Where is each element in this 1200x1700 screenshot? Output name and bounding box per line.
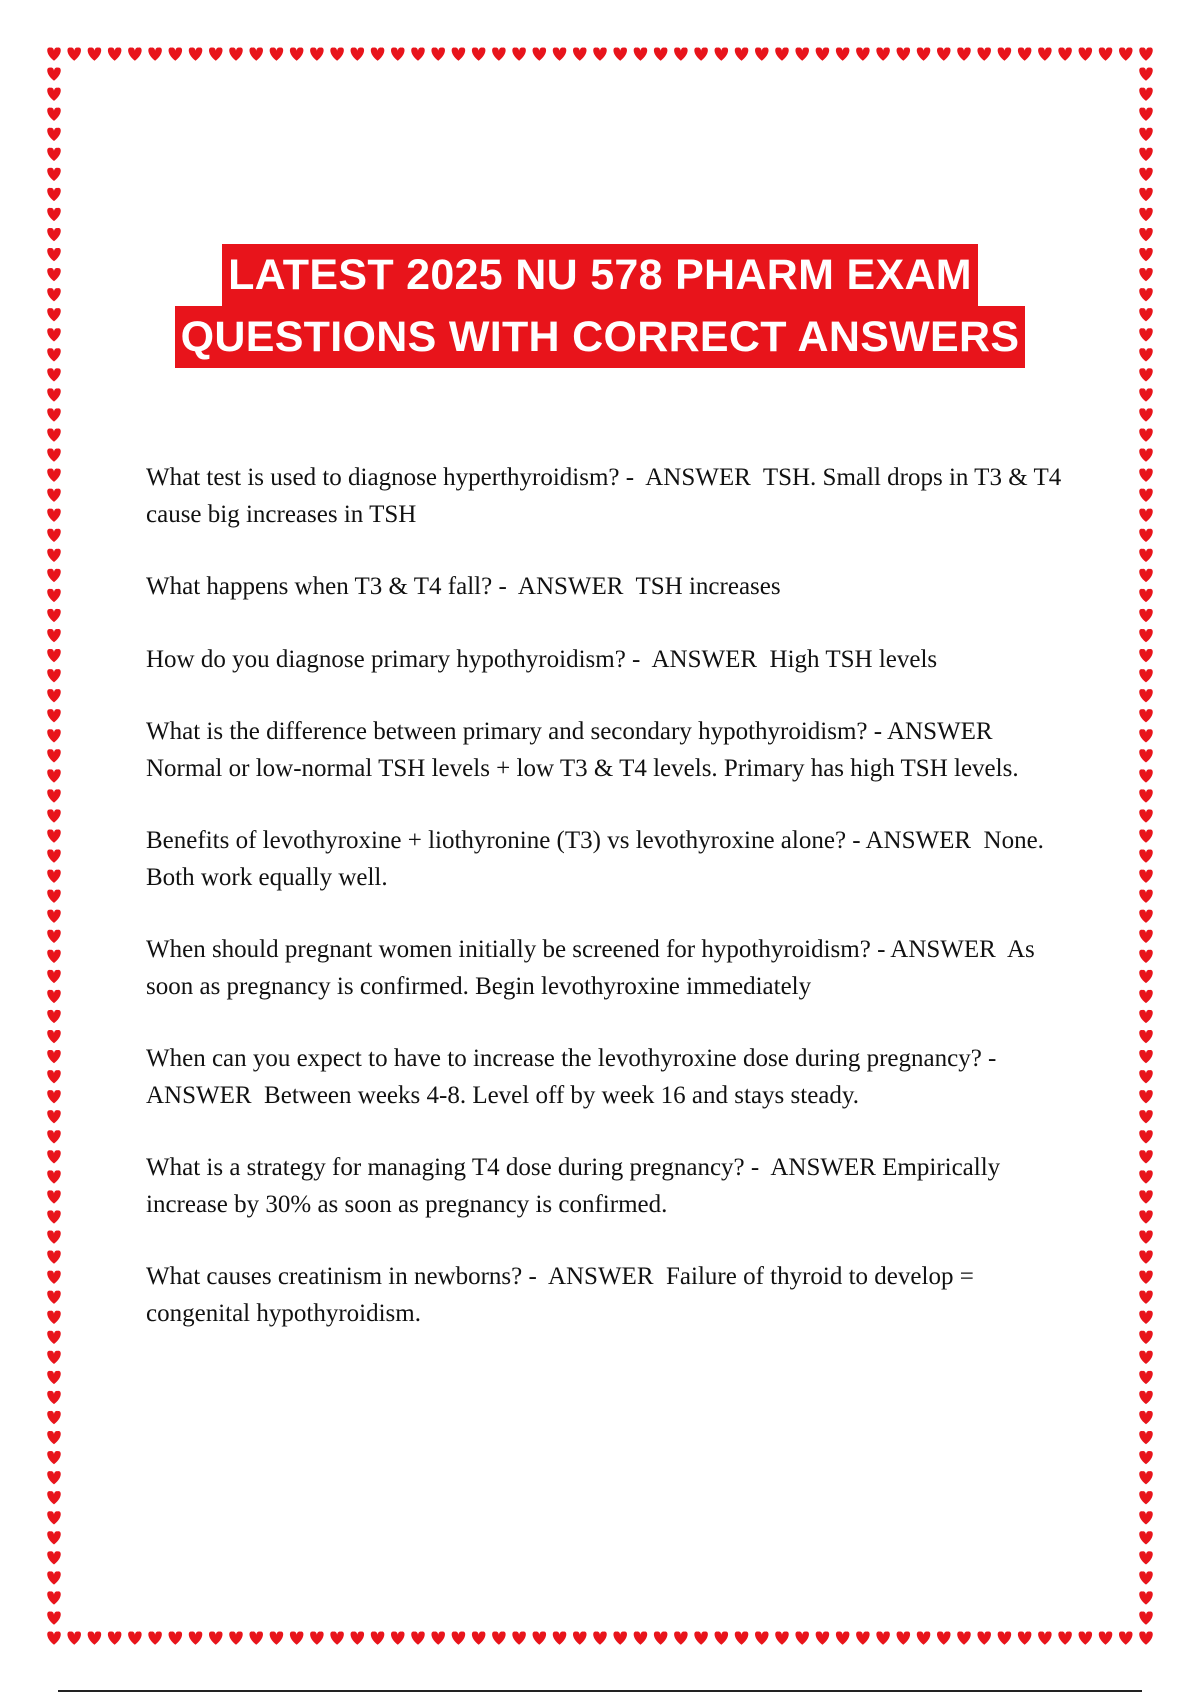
heart-icon [47, 509, 61, 522]
heart-icon [1139, 890, 1153, 903]
heart-icon [1139, 1411, 1153, 1424]
heart-icon [47, 1210, 61, 1223]
qa-item: What is a strategy for managing T4 dose during pregnancy? - ANSWER Empirically increase by 30% as soon as pregnancy is confirmed. [146, 1154, 1007, 1218]
heart-icon [47, 749, 61, 762]
heart-icon [1139, 649, 1153, 662]
heart-icon [1139, 88, 1153, 101]
heart-icon [1139, 1511, 1153, 1524]
heart-icon [816, 47, 830, 60]
heart-icon [1139, 128, 1153, 141]
heart-icon [1139, 589, 1153, 602]
heart-icon [47, 549, 61, 562]
heart-icon [1139, 809, 1153, 822]
heart-icon [1139, 1030, 1153, 1043]
heart-icon [1139, 850, 1153, 863]
heart-icon [47, 1391, 61, 1404]
heart-icon [654, 47, 668, 60]
heart-icon [836, 1631, 850, 1644]
heart-icon [47, 1190, 61, 1203]
heart-icon [47, 649, 61, 662]
title-line-2: QUESTIONS WITH CORRECT ANSWERS [175, 306, 1026, 368]
heart-icon [1139, 669, 1153, 682]
heart-icon [1139, 769, 1153, 782]
heart-icon [67, 47, 81, 60]
heart-icon [47, 168, 61, 181]
heart-icon [47, 970, 61, 983]
heart-icon [47, 1351, 61, 1364]
heart-icon [613, 47, 627, 60]
heart-icon [1139, 509, 1153, 522]
heart-icon [47, 1611, 61, 1624]
heart-icon [1139, 1130, 1153, 1143]
heart-icon [249, 1631, 263, 1644]
heart-icon [47, 669, 61, 682]
heart-icon [47, 1030, 61, 1043]
heart-icon [47, 529, 61, 542]
heart-icon [1139, 1311, 1153, 1324]
heart-icon [270, 1631, 284, 1644]
heart-icon [47, 950, 61, 963]
heart-icon [189, 1631, 203, 1644]
heart-icon [47, 148, 61, 161]
heart-icon [47, 930, 61, 943]
heart-icon [431, 47, 445, 60]
heart-icon [1139, 1531, 1153, 1544]
heart-icon [1139, 1331, 1153, 1344]
heart-icon [1139, 1110, 1153, 1123]
heart-icon [897, 1631, 911, 1644]
heart-icon [1139, 829, 1153, 842]
heart-icon [512, 47, 526, 60]
heart-icon [47, 850, 61, 863]
heart-icon [47, 1150, 61, 1163]
heart-icon [47, 1291, 61, 1304]
heart-icon [1139, 148, 1153, 161]
heart-icon [47, 1631, 61, 1644]
heart-icon [1139, 228, 1153, 241]
heart-icon [270, 47, 284, 60]
heart-icon [1139, 208, 1153, 221]
heart-icon [47, 1411, 61, 1424]
heart-icon [472, 1631, 486, 1644]
heart-icon [1139, 629, 1153, 642]
qa-item: When can you expect to have to increase the levothyroxine dose during pregnancy? - ANSWER Between weeks 4-8. Level off by week 16 and stays steady. [146, 1045, 1008, 1109]
heart-icon [1058, 47, 1072, 60]
heart-icon [391, 47, 405, 60]
heart-icon [897, 47, 911, 60]
heart-icon [47, 1010, 61, 1023]
heart-icon [1139, 749, 1153, 762]
heart-icon [715, 1631, 729, 1644]
heart-icon [47, 1311, 61, 1324]
heart-icon [1018, 47, 1032, 60]
heart-icon [47, 1491, 61, 1504]
heart-icon [492, 47, 506, 60]
heart-icon [47, 890, 61, 903]
footer-rule [58, 1690, 1142, 1692]
heart-icon [47, 1551, 61, 1564]
heart-icon [1079, 1631, 1093, 1644]
heart-icon [1139, 1271, 1153, 1284]
heart-icon [1139, 529, 1153, 542]
heart-icon [411, 1631, 425, 1644]
heart-icon [1139, 1551, 1153, 1564]
heart-icon [47, 729, 61, 742]
heart-icon [1139, 569, 1153, 582]
heart-icon [47, 1110, 61, 1123]
heart-icon [290, 1631, 304, 1644]
heart-icon [47, 870, 61, 883]
heart-icon [1139, 1351, 1153, 1364]
heart-icon [108, 47, 122, 60]
heart-icon [856, 1631, 870, 1644]
heart-icon [330, 47, 344, 60]
heart-icon [1099, 1631, 1113, 1644]
heart-icon [209, 47, 223, 60]
qa-item: What test is used to diagnose hyperthyroidism? - ANSWER TSH. Small drops in T3 & T4 cause big increases in TSH [146, 464, 1068, 528]
heart-icon [795, 47, 809, 60]
heart-icon [411, 47, 425, 60]
heart-icon [573, 1631, 587, 1644]
heart-icon [47, 368, 61, 381]
heart-icon [836, 47, 850, 60]
heart-icon [694, 1631, 708, 1644]
heart-icon [553, 47, 567, 60]
heart-icon [452, 47, 466, 60]
heart-icon [47, 1471, 61, 1484]
heart-icon [148, 47, 162, 60]
heart-icon [67, 1631, 81, 1644]
heart-icon [47, 489, 61, 502]
heart-icon [47, 428, 61, 441]
heart-icon [1139, 1491, 1153, 1504]
heart-icon [47, 1571, 61, 1584]
heart-icon [1139, 970, 1153, 983]
heart-icon [47, 188, 61, 201]
heart-icon [553, 1631, 567, 1644]
qa-item: How do you diagnose primary hypothyroidism? - ANSWER High TSH levels [146, 645, 938, 673]
heart-icon [816, 1631, 830, 1644]
heart-icon [47, 68, 61, 81]
heart-icon [1139, 469, 1153, 482]
heart-icon [47, 1331, 61, 1344]
heart-icon [209, 1631, 223, 1644]
heart-icon [1139, 1150, 1153, 1163]
document-title [0, 244, 1200, 368]
heart-icon [674, 47, 688, 60]
qa-item: What is the difference between primary and secondary hypothyroidism? - ANSWER Normal or low-normal TSH levels + low T3 & T4 levels. Primary has high TSH levels. [146, 718, 1019, 782]
heart-icon [1139, 1050, 1153, 1063]
heart-icon [108, 1631, 122, 1644]
heart-icon [917, 1631, 931, 1644]
heart-icon [371, 1631, 385, 1644]
heart-icon [47, 990, 61, 1003]
heart-icon [47, 449, 61, 462]
heart-icon [1018, 1631, 1032, 1644]
heart-icon [169, 1631, 183, 1644]
heart-icon [371, 47, 385, 60]
heart-icon [47, 709, 61, 722]
heart-icon [1139, 689, 1153, 702]
heart-icon [998, 47, 1012, 60]
heart-icon [755, 1631, 769, 1644]
heart-icon [775, 1631, 789, 1644]
heart-icon [977, 47, 991, 60]
heart-icon [755, 47, 769, 60]
heart-icon [1139, 1070, 1153, 1083]
heart-icon [1119, 47, 1133, 60]
heart-icon [735, 1631, 749, 1644]
heart-icon [1038, 47, 1052, 60]
heart-icon [593, 1631, 607, 1644]
heart-icon [88, 47, 102, 60]
heart-icon [593, 47, 607, 60]
heart-icon [613, 1631, 627, 1644]
heart-icon [47, 609, 61, 622]
heart-icon [1139, 368, 1153, 381]
heart-icon [47, 1371, 61, 1384]
heart-icon [1139, 1210, 1153, 1223]
qa-item: What causes creatinism in newborns? - ANSWER Failure of thyroid to develop = congenital hypothyroidism. [146, 1263, 981, 1327]
heart-icon [1139, 408, 1153, 421]
heart-icon [977, 1631, 991, 1644]
heart-icon [47, 88, 61, 101]
heart-icon [431, 1631, 445, 1644]
heart-icon [47, 1130, 61, 1143]
heart-icon [1139, 789, 1153, 802]
title-line-1: LATEST 2025 NU 578 PHARM EXAM [222, 244, 978, 306]
heart-icon [1139, 1431, 1153, 1444]
heart-icon [1139, 449, 1153, 462]
heart-icon [1139, 1251, 1153, 1264]
heart-icon [88, 1631, 102, 1644]
heart-icon [47, 388, 61, 401]
qa-item: Benefits of levothyroxine + liothyronine (T3) vs levothyroxine alone? - ANSWER None. Both work equally well. [146, 827, 1051, 891]
heart-icon [47, 228, 61, 241]
heart-icon [391, 1631, 405, 1644]
heart-icon [47, 469, 61, 482]
heart-icon [1139, 1611, 1153, 1624]
heart-icon [917, 47, 931, 60]
heart-icon [47, 910, 61, 923]
heart-icon [1139, 1170, 1153, 1183]
heart-icon [1139, 188, 1153, 201]
heart-icon [47, 829, 61, 842]
heart-icon [1139, 1291, 1153, 1304]
heart-icon [876, 47, 890, 60]
heart-icon [674, 1631, 688, 1644]
heart-icon [998, 1631, 1012, 1644]
heart-icon [1079, 47, 1093, 60]
heart-icon [1139, 1010, 1153, 1023]
heart-icon [1139, 1230, 1153, 1243]
heart-icon [249, 47, 263, 60]
heart-icon [310, 47, 324, 60]
heart-icon [1139, 990, 1153, 1003]
heart-icon [492, 1631, 506, 1644]
heart-icon [1139, 1391, 1153, 1404]
heart-icon [1139, 910, 1153, 923]
heart-icon [351, 1631, 365, 1644]
heart-icon [634, 1631, 648, 1644]
heart-icon [330, 1631, 344, 1644]
heart-icon [351, 47, 365, 60]
heart-icon [47, 1531, 61, 1544]
heart-icon [1139, 168, 1153, 181]
heart-icon [189, 47, 203, 60]
heart-icon [533, 47, 547, 60]
heart-icon [1139, 729, 1153, 742]
heart-icon [573, 47, 587, 60]
heart-icon [1119, 1631, 1133, 1644]
heart-icon [47, 689, 61, 702]
heart-icon [47, 629, 61, 642]
heart-icon [634, 47, 648, 60]
heart-icon [957, 1631, 971, 1644]
heart-icon [775, 47, 789, 60]
heart-icon [1139, 1471, 1153, 1484]
qa-item: What happens when T3 & T4 fall? - ANSWER TSH increases [146, 573, 781, 600]
heart-icon [229, 1631, 243, 1644]
heart-icon [47, 1070, 61, 1083]
heart-icon [47, 1451, 61, 1464]
heart-icon [694, 47, 708, 60]
heart-icon [795, 1631, 809, 1644]
heart-icon [47, 1271, 61, 1284]
heart-icon [715, 47, 729, 60]
heart-icon [47, 1591, 61, 1604]
heart-icon [1139, 549, 1153, 562]
heart-icon [47, 1090, 61, 1103]
heart-icon [1139, 1090, 1153, 1103]
heart-icon [1139, 489, 1153, 502]
heart-icon [47, 128, 61, 141]
heart-icon [1139, 609, 1153, 622]
heart-icon [1038, 1631, 1052, 1644]
heart-icon [1139, 930, 1153, 943]
heart-icon [229, 47, 243, 60]
heart-icon [47, 1251, 61, 1264]
heart-icon [47, 769, 61, 782]
heart-icon [128, 1631, 142, 1644]
heart-icon [654, 1631, 668, 1644]
heart-icon [47, 1050, 61, 1063]
heart-icon [1139, 1190, 1153, 1203]
heart-icon [1139, 709, 1153, 722]
heart-icon [169, 47, 183, 60]
qa-list [146, 460, 1066, 1368]
heart-icon [1058, 1631, 1072, 1644]
heart-icon [148, 1631, 162, 1644]
heart-icon [1139, 428, 1153, 441]
heart-icon [128, 47, 142, 60]
heart-icon [47, 1170, 61, 1183]
heart-icon [1139, 1571, 1153, 1584]
heart-icon [47, 809, 61, 822]
heart-icon [1139, 1631, 1153, 1644]
heart-icon [1139, 1451, 1153, 1464]
heart-icon [47, 1431, 61, 1444]
qa-item: When should pregnant women initially be screened for hypothyroidism? - ANSWER As soon as pregnancy is confirmed. Begin levothyroxine immediately [146, 936, 1041, 1000]
heart-icon [937, 47, 951, 60]
heart-icon [47, 408, 61, 421]
heart-icon [1139, 68, 1153, 81]
heart-icon [47, 1230, 61, 1243]
heart-icon [876, 1631, 890, 1644]
heart-icon [452, 1631, 466, 1644]
heart-icon [47, 569, 61, 582]
heart-icon [290, 47, 304, 60]
heart-icon [310, 1631, 324, 1644]
heart-icon [856, 47, 870, 60]
heart-icon [1139, 870, 1153, 883]
heart-icon [533, 1631, 547, 1644]
heart-icon [472, 47, 486, 60]
heart-icon [1139, 47, 1153, 60]
heart-icon [957, 47, 971, 60]
heart-icon [937, 1631, 951, 1644]
heart-icon [47, 1511, 61, 1524]
heart-icon [1139, 1591, 1153, 1604]
heart-icon [1139, 1371, 1153, 1384]
heart-icon [47, 589, 61, 602]
heart-icon [512, 1631, 526, 1644]
heart-icon [47, 789, 61, 802]
heart-icon [47, 47, 61, 60]
heart-icon [735, 47, 749, 60]
heart-icon [1139, 950, 1153, 963]
heart-icon [1139, 108, 1153, 121]
heart-icon [1139, 388, 1153, 401]
heart-icon [47, 108, 61, 121]
heart-icon [47, 208, 61, 221]
heart-icon [1099, 47, 1113, 60]
